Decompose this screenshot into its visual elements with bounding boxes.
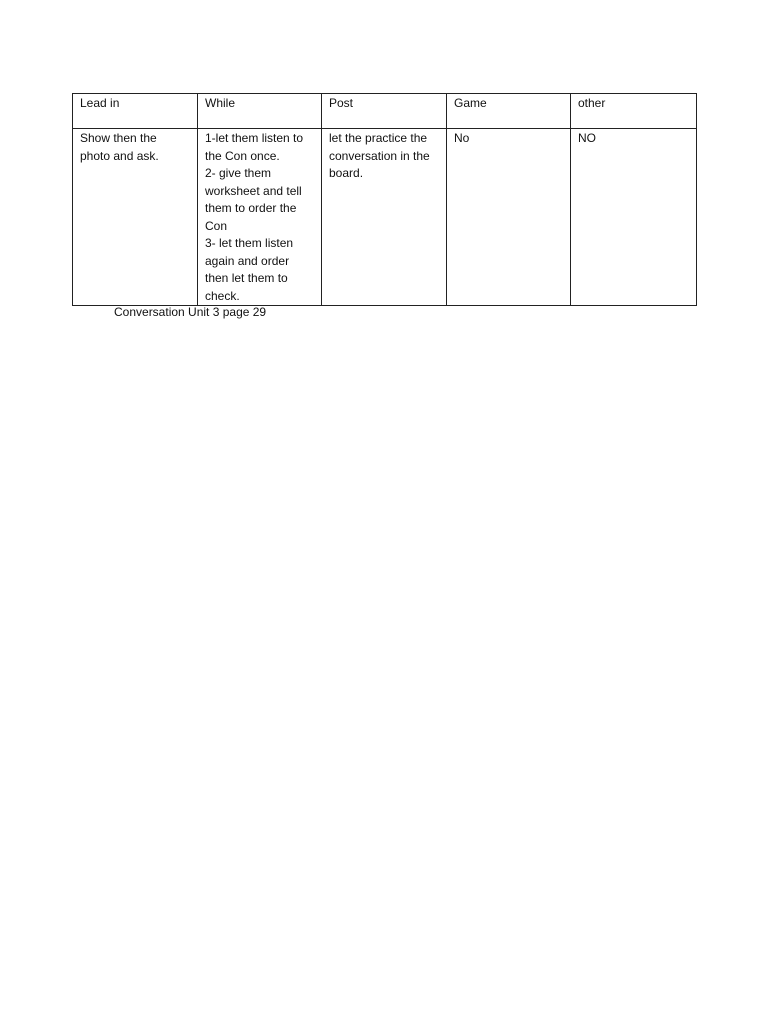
cell-text-line: check. (205, 288, 240, 303)
cell-text-line: NO (578, 131, 596, 145)
cell-text-line: worksheet and tell (205, 183, 302, 198)
cell-text-line: the Con once. (205, 148, 280, 163)
table-caption: Conversation Unit 3 page 29 (114, 305, 267, 319)
cell-text-line: 3- let them listen (205, 236, 294, 250)
cell-text-line: 2- give them (205, 166, 272, 180)
table-header-row (73, 94, 697, 129)
header-post: Post (322, 94, 447, 129)
cell-other (571, 129, 697, 306)
cell-text-line: Show then the (80, 131, 157, 145)
cell-text-line: again and order (205, 253, 290, 268)
cell-text-line: let the practice the (329, 131, 428, 145)
cell-text-line: 1-let them listen to (205, 131, 304, 145)
cell-post (322, 129, 447, 306)
cell-text-line: then let them to (205, 271, 288, 285)
cell-text-line: photo and ask. (80, 148, 159, 163)
cell-text-line: Con (205, 218, 228, 233)
header-lead-in: Lead in (73, 94, 198, 129)
cell-lead-in (73, 129, 198, 306)
cell-text-line: conversation in the (329, 148, 430, 163)
cell-text-line: No (454, 131, 470, 145)
header-while: While (198, 94, 322, 129)
header-other: other (571, 94, 697, 129)
lesson-plan-table (72, 93, 697, 306)
table-row (73, 129, 697, 306)
cell-text-line: them to order the (205, 201, 297, 215)
cell-game (447, 129, 571, 306)
cell-text-line: board. (329, 166, 364, 180)
cell-while (198, 129, 322, 306)
header-game: Game (447, 94, 571, 129)
